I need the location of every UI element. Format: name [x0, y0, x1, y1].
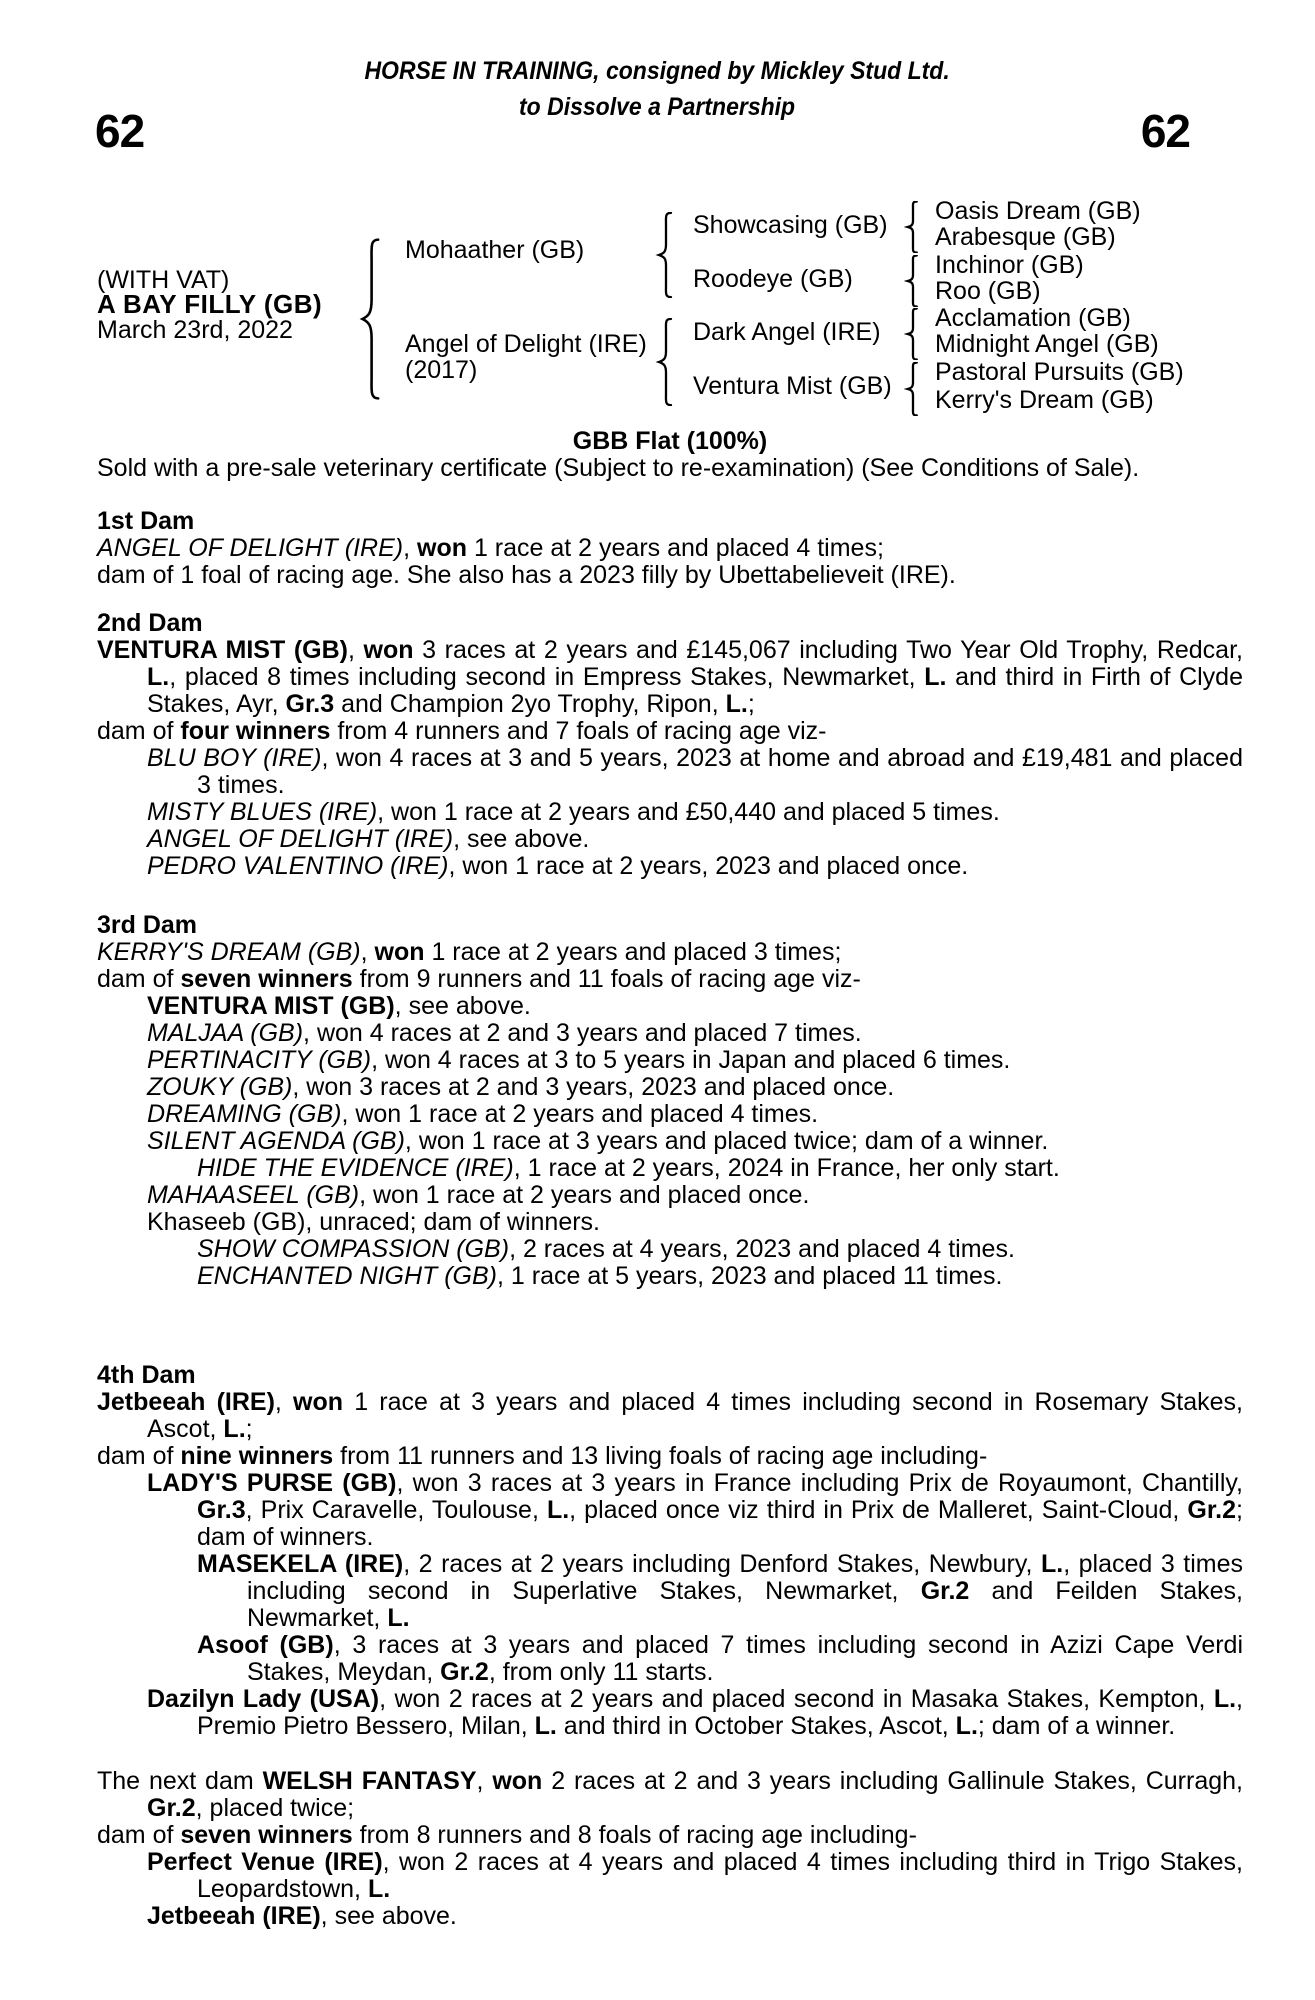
pedigree-section	[97, 1768, 1243, 1930]
text-segment: Perfect Venue (IRE)	[147, 1848, 383, 1876]
text-segment: and Champion 2yo Trophy, Ripon,	[334, 690, 726, 718]
text-segment: VENTURA MIST (GB)	[97, 636, 348, 664]
text-segment: L.	[534, 1712, 557, 1740]
text-segment: seven winners	[180, 965, 353, 993]
pedigree-paragraph	[97, 965, 1243, 993]
text-segment: , placed 8 times including second in Empress Stakes, Newmarket,	[169, 663, 925, 691]
pedigree-paragraph	[97, 561, 1243, 589]
pedigree-grandparent: Showcasing (GB)	[693, 211, 888, 239]
lot-number-left: 62	[95, 105, 145, 157]
text-segment: KERRY'S DREAM (GB)	[97, 938, 361, 966]
text-segment: , won 1 race at 2 years and placed 4 times.	[341, 1100, 819, 1128]
text-segment: ,	[360, 938, 375, 966]
text-segment: four winners	[180, 717, 331, 745]
pedigree-paragraph	[147, 1127, 1243, 1155]
text-segment: VENTURA MIST (GB)	[147, 992, 395, 1020]
pedigree-paragraph	[97, 717, 1243, 745]
text-segment: , won 4 races at 3 and 5 years, 2023 at home and abroad and £19,481 and placed 3 times.	[197, 744, 1243, 799]
text-segment: and third in October Stakes, Ascot,	[556, 1712, 956, 1740]
pedigree-paragraph	[147, 1469, 1243, 1551]
text-segment: ,	[274, 1388, 294, 1416]
pedigree-paragraph	[147, 1073, 1243, 1101]
text-segment: L.	[546, 1496, 570, 1524]
dam-heading: 1st Dam	[97, 507, 195, 535]
text-segment: HIDE THE EVIDENCE (IRE)	[197, 1154, 514, 1182]
text-segment: 2 races at 2 and 3 years including Gallinule Stakes, Curragh,	[542, 1767, 1243, 1795]
text-segment: SHOW COMPASSION (GB)	[197, 1235, 510, 1263]
pedigree-body	[97, 428, 1243, 1930]
text-segment: , won 1 race at 2 years and placed once.	[359, 1181, 810, 1209]
text-segment: MASEKELA (IRE)	[197, 1550, 404, 1578]
pedigree-great-grandparent: Kerry's Dream (GB)	[935, 386, 1154, 414]
text-segment: 1 race at 2 years and placed 3 times;	[424, 938, 842, 966]
pedigree-paragraph	[147, 1046, 1243, 1074]
pedigree-paragraph	[97, 1388, 1243, 1443]
text-segment: L.	[955, 1712, 978, 1740]
text-segment: , 2 races at 4 years, 2023 and placed 4 times.	[509, 1235, 1015, 1263]
text-segment: , from only 11 starts.	[488, 1658, 714, 1686]
pedigree-section	[97, 912, 1243, 1290]
text-segment: dam of	[97, 1821, 181, 1849]
text-segment: , placed once viz third in Prix de Malleret, Saint-Cloud,	[569, 1496, 1188, 1524]
text-segment: Gr.2	[440, 1658, 489, 1686]
pedigree-great-grandparent: Acclamation (GB)	[935, 304, 1131, 332]
text-segment: dam of 1 foal of racing age. She also has a 2023 filly by Ubettabelieveit (IRE).	[97, 561, 956, 589]
text-segment: , Premio Pietro Bessero, Milan,	[197, 1685, 1243, 1740]
text-segment: ;	[747, 690, 755, 718]
sale-reason-header-text: to Dissolve a Partnership	[519, 93, 796, 121]
text-segment: won	[363, 636, 414, 664]
pedigree-paragraph	[97, 1767, 1243, 1822]
pedigree-section	[97, 508, 1243, 589]
text-segment: ,	[347, 636, 364, 664]
text-segment: L.	[1040, 1550, 1064, 1578]
text-segment: 3 races at 2 years and £145,067 including Two Year Old Trophy, Redcar,	[413, 636, 1243, 664]
text-segment: PERTINACITY (GB)	[147, 1046, 372, 1074]
pedigree-paragraph	[147, 1181, 1243, 1209]
text-segment: SILENT AGENDA (GB)	[147, 1127, 405, 1155]
pedigree-great-grandparent: Inchinor (GB)	[935, 251, 1084, 279]
pedigree-section	[97, 1362, 1243, 1740]
text-segment: ,	[403, 534, 417, 562]
dam-heading: 3rd Dam	[97, 911, 198, 939]
text-segment: WELSH FANTASY	[262, 1767, 477, 1795]
text-segment: dam of	[97, 717, 181, 745]
vat-note: (WITH VAT)	[97, 266, 230, 294]
foal-date: March 23rd, 2022	[97, 316, 293, 344]
text-segment: L.	[1213, 1685, 1237, 1713]
text-segment: , 2 races at 2 years including Denford Stakes, Newbury,	[403, 1550, 1041, 1578]
text-segment: MISTY BLUES (IRE)	[147, 798, 378, 826]
scheme-note: GBB Flat (100%)	[572, 427, 768, 455]
text-segment: Jetbeeah (IRE)	[97, 1388, 275, 1416]
text-segment: The next dam	[97, 1767, 263, 1795]
text-segment: , placed 3 times including second in Superlative Stakes, Newmarket,	[247, 1550, 1243, 1605]
text-segment: LADY'S PURSE (GB)	[147, 1469, 397, 1497]
text-segment: , 1 race at 2 years, 2024 in France, her only start.	[513, 1154, 1060, 1182]
pedigree-paragraph	[147, 992, 1243, 1020]
vet-certificate-note: Sold with a pre-sale veterinary certificate (Subject to re-examination) (See Conditions of Sale).	[97, 454, 1140, 482]
text-segment: Gr.2	[920, 1577, 970, 1605]
pedigree-paragraph	[97, 1821, 1243, 1849]
text-segment: Dazilyn Lady (USA)	[147, 1685, 380, 1713]
pedigree-dam: Angel of Delight (IRE)	[405, 330, 647, 358]
consignor-header-text: HORSE IN TRAINING, consigned by Mickley Stud Ltd.	[364, 57, 951, 85]
pedigree-great-grandparent: Oasis Dream (GB)	[935, 197, 1141, 225]
text-segment: BLU BOY (IRE)	[147, 744, 322, 772]
pedigree-paragraph	[197, 1262, 1243, 1290]
text-segment: dam of	[97, 1442, 181, 1470]
text-segment: Asoof (GB)	[197, 1631, 334, 1659]
text-segment: , won 1 race at 3 years and placed twice; dam of a winner.	[404, 1127, 1049, 1155]
pedigree-dam-year: (2017)	[405, 356, 478, 384]
text-segment: , see above.	[453, 825, 590, 853]
pedigree-paragraph	[147, 1100, 1243, 1128]
pedigree-paragraph	[147, 798, 1243, 826]
text-segment: MAHAASEEL (GB)	[147, 1181, 360, 1209]
text-segment: won	[417, 534, 467, 562]
pedigree-great-grandparent: Arabesque (GB)	[935, 223, 1116, 251]
pedigree-paragraph	[97, 938, 1243, 966]
text-segment: ENCHANTED NIGHT (GB)	[197, 1262, 497, 1290]
text-segment: , won 2 races at 4 years and placed 4 times including third in Trigo Stakes, Leopardstown,	[197, 1848, 1243, 1903]
text-segment: , Prix Caravelle, Toulouse,	[245, 1496, 547, 1524]
pedigree-paragraph	[147, 1019, 1243, 1047]
text-segment: , won 3 races at 2 and 3 years, 2023 and placed once.	[292, 1073, 895, 1101]
pedigree-paragraph	[197, 1235, 1243, 1263]
text-segment: , won 4 races at 3 to 5 years in Japan and placed 6 times.	[371, 1046, 1011, 1074]
pedigree-paragraph	[147, 1902, 1243, 1930]
text-segment: , 1 race at 5 years, 2023 and placed 11 times.	[497, 1262, 1003, 1290]
text-segment: from 11 runners and 13 living foals of racing age including-	[333, 1442, 988, 1470]
pedigree-great-grandparent: Midnight Angel (GB)	[935, 330, 1159, 358]
text-segment: 1 race at 3 years and placed 4 times including second in Rosemary Stakes, Ascot,	[147, 1388, 1243, 1443]
text-segment: , see above.	[394, 992, 531, 1020]
pedigree-great-grandparent: Roo (GB)	[935, 277, 1041, 305]
text-segment: PEDRO VALENTINO (IRE)	[147, 852, 449, 880]
pedigree-paragraph	[197, 1550, 1243, 1632]
text-segment: from 8 runners and 8 foals of racing age including-	[352, 1821, 917, 1849]
text-segment: ; dam of winners.	[197, 1496, 1243, 1551]
pedigree-grandparent: Ventura Mist (GB)	[693, 372, 892, 400]
pedigree-paragraph	[147, 1685, 1243, 1740]
text-segment: , won 1 race at 2 years, 2023 and placed once.	[448, 852, 969, 880]
text-segment: from 4 runners and 7 foals of racing age viz-	[330, 717, 827, 745]
pedigree-paragraph	[97, 534, 1243, 562]
pedigree-great-grandparent: Pastoral Pursuits (GB)	[935, 358, 1184, 386]
pedigree-paragraph	[147, 852, 1243, 880]
pedigree-grandparent: Roodeye (GB)	[693, 265, 853, 293]
text-segment: and Feilden Stakes, Newmarket,	[247, 1577, 1243, 1632]
text-segment: 1 race at 2 years and placed 4 times;	[467, 534, 884, 562]
pedigree-paragraph	[147, 825, 1243, 853]
text-segment: Jetbeeah (IRE)	[147, 1902, 321, 1930]
text-segment: , won 4 races at 2 and 3 years and placed 7 times.	[303, 1019, 862, 1047]
text-segment: , placed twice;	[195, 1794, 355, 1822]
text-segment: , 3 races at 3 years and placed 7 times including second in Azizi Cape Verdi Stakes, Meydan,	[247, 1631, 1244, 1686]
text-segment: ; dam of a winner.	[977, 1712, 1176, 1740]
text-segment: L.	[387, 1604, 410, 1632]
text-segment: won	[492, 1767, 543, 1795]
text-segment: , see above.	[320, 1902, 457, 1930]
text-segment: MALJAA (GB)	[147, 1019, 304, 1047]
pedigree-paragraph	[147, 1848, 1243, 1903]
dam-heading: 2nd Dam	[97, 609, 203, 637]
text-segment: nine winners	[180, 1442, 334, 1470]
pedigree-section	[97, 610, 1243, 880]
pedigree-paragraph	[97, 636, 1243, 718]
lot-number-right: 62	[1140, 105, 1190, 157]
text-segment: Gr.3	[285, 690, 335, 718]
text-segment: ZOUKY (GB)	[147, 1073, 293, 1101]
text-segment: L.	[147, 663, 170, 691]
text-segment: ;	[245, 1415, 253, 1443]
horse-name: A BAY FILLY (GB)	[97, 289, 323, 319]
text-segment: , won 1 race at 2 years and £50,440 and placed 5 times.	[377, 798, 1000, 826]
pedigree-paragraph	[147, 744, 1243, 799]
pedigree-paragraph	[197, 1154, 1243, 1182]
text-segment: ,	[476, 1767, 493, 1795]
text-segment: seven winners	[180, 1821, 353, 1849]
dam-heading: 4th Dam	[97, 1361, 196, 1389]
pedigree-grandparent: Dark Angel (IRE)	[693, 318, 881, 346]
text-segment: L.	[924, 663, 947, 691]
text-segment: , won 2 races at 2 years and placed second in Masaka Stakes, Kempton,	[379, 1685, 1214, 1713]
pedigree-paragraph	[97, 1442, 1243, 1470]
text-segment: Gr.2	[147, 1794, 196, 1822]
text-segment: L.	[223, 1415, 246, 1443]
pedigree-sire: Mohaather (GB)	[405, 236, 585, 264]
pedigree-paragraph	[197, 1631, 1244, 1686]
text-segment: , won 3 races at 3 years in France including Prix de Royaumont, Chantilly,	[396, 1469, 1243, 1497]
text-segment: and third in Firth of Clyde Stakes, Ayr,	[147, 663, 1243, 718]
text-segment: from 9 runners and 11 foals of racing age viz-	[352, 965, 861, 993]
text-segment: dam of	[97, 965, 181, 993]
text-segment: DREAMING (GB)	[147, 1100, 342, 1128]
text-segment: won	[293, 1388, 344, 1416]
text-segment: Gr.2	[1187, 1496, 1237, 1524]
text-segment: ANGEL OF DELIGHT (IRE)	[147, 825, 454, 853]
text-segment: ANGEL OF DELIGHT (IRE)	[97, 534, 404, 562]
pedigree-paragraph	[147, 1208, 1243, 1236]
text-segment: L.	[725, 690, 748, 718]
text-segment: Khaseeb (GB), unraced; dam of winners.	[147, 1208, 601, 1236]
text-segment: L.	[367, 1875, 391, 1903]
text-segment: won	[374, 938, 425, 966]
text-segment: Gr.3	[197, 1496, 246, 1524]
